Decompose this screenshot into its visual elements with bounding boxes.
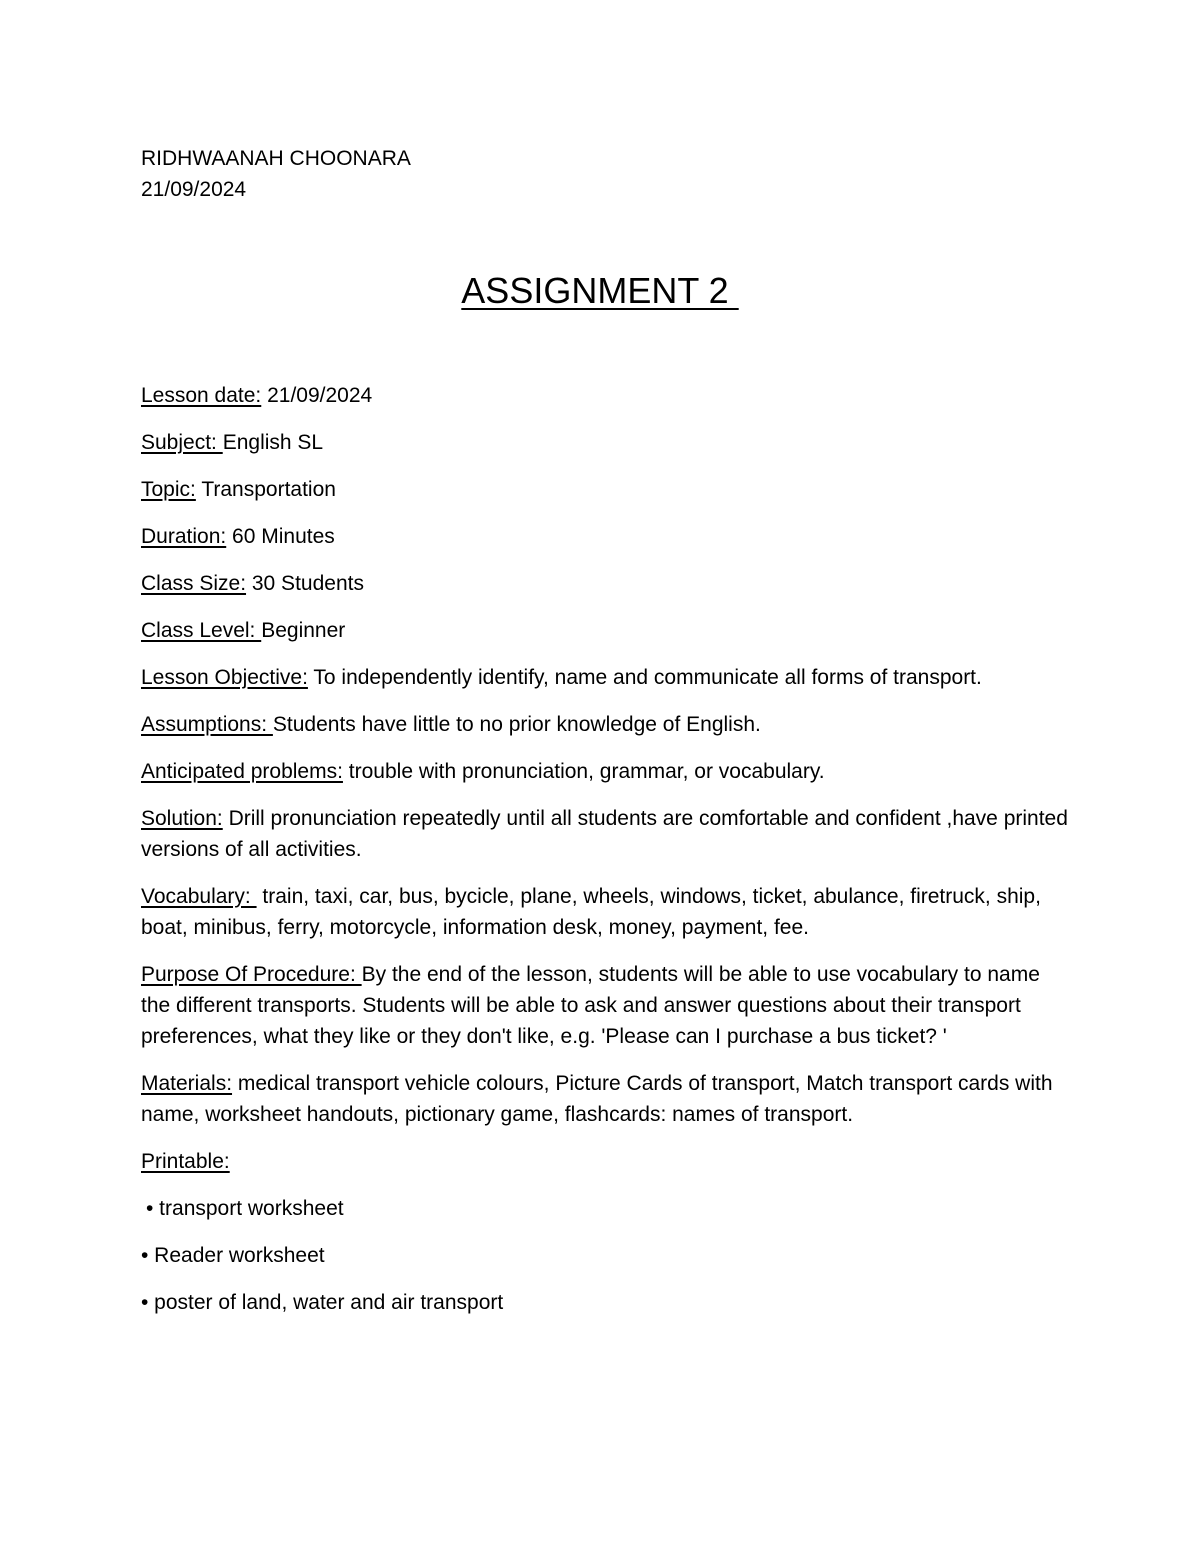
- field-label: Lesson Objective:: [141, 666, 308, 689]
- field-value: trouble with pronunciation, grammar, or vocabulary.: [342, 760, 825, 783]
- field-value: train, taxi, car, bus, bycicle, plane, wheels, windows, ticket, abulance, firetruck, ship, boat, minibus, ferry, motorcycle, information desk, money, payment, fee.: [141, 885, 1047, 939]
- field-assumptions: [141, 709, 1071, 740]
- page-title: [0, 270, 1200, 312]
- field-class-size: [141, 568, 1071, 599]
- field-subject: [141, 427, 1071, 458]
- field-value: By the end of the lesson, students will be able to use vocabulary to name the different transports. Students will be able to ask and answer questions about their transport preferences, what they like or they don't like, e.g. 'Please can I purchase a bus ticket? ': [141, 963, 1046, 1048]
- lesson-plan-body: [141, 380, 1074, 1334]
- field-value: Beginner: [261, 619, 346, 642]
- field-value: medical transport vehicle colours, Picture Cards of transport, Match transport cards with name, worksheet handouts, pictionary game, flashcards: names of transport.: [141, 1072, 1059, 1126]
- field-printable: [141, 1146, 1071, 1177]
- field-value: English SL: [222, 431, 324, 454]
- field-label: Topic:: [141, 478, 196, 501]
- field-materials: [141, 1068, 1071, 1130]
- field-label: Duration:: [141, 525, 227, 548]
- field-value: 21/09/2024: [261, 384, 373, 407]
- field-duration: [141, 521, 1071, 552]
- printable-list-item: • poster of land, water and air transport: [141, 1291, 504, 1314]
- field-label: Anticipated problems:: [141, 760, 343, 783]
- author-date: 21/09/2024: [141, 178, 247, 201]
- field-value: 60 Minutes: [226, 525, 335, 548]
- field-value: To independently identify, name and communicate all forms of transport.: [307, 666, 982, 689]
- field-label: Class Size:: [141, 572, 247, 595]
- field-label: Vocabulary:: [141, 885, 257, 908]
- printable-list-item: • transport worksheet: [146, 1197, 344, 1220]
- field-lesson-objective: [141, 662, 1071, 693]
- field-lesson-date: [141, 380, 1071, 411]
- field-value: Drill pronunciation repeatedly until all students are comfortable and confident ,have printed versions of all activities.: [141, 807, 1074, 861]
- field-label: Lesson date:: [141, 384, 262, 407]
- field-class-level: [141, 615, 1071, 646]
- field-label: Printable:: [141, 1150, 230, 1173]
- field-topic: [141, 474, 1071, 505]
- page-title-text: ASSIGNMENT 2: [461, 270, 739, 311]
- field-label: Assumptions:: [141, 713, 273, 736]
- field-label: Subject:: [141, 431, 223, 454]
- field-label: Materials:: [141, 1072, 233, 1095]
- author-block: [141, 143, 411, 205]
- field-purpose-of-procedure: [141, 959, 1071, 1052]
- field-value: Transportation: [195, 478, 336, 501]
- printable-list-item: • Reader worksheet: [141, 1244, 325, 1267]
- field-value: Students have little to no prior knowledge of English.: [272, 713, 761, 736]
- field-solution: [141, 803, 1074, 865]
- field-label: Solution:: [141, 807, 223, 830]
- field-label: Class Level:: [141, 619, 262, 642]
- field-vocabulary: [141, 881, 1071, 943]
- author-name: RIDHWAANAH CHOONARA: [141, 147, 411, 170]
- field-anticipated-problems: [141, 756, 1071, 787]
- field-value: 30 Students: [246, 572, 364, 595]
- field-label: Purpose Of Procedure:: [141, 963, 362, 986]
